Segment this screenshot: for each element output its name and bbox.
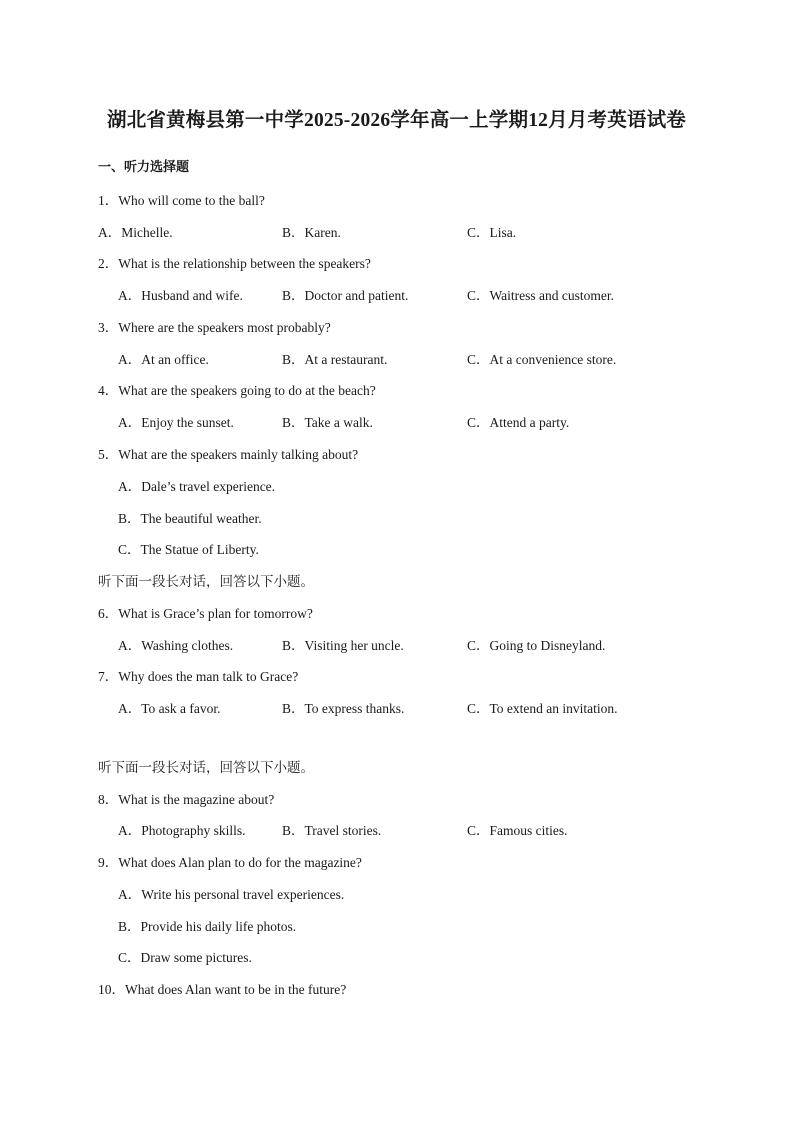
option-2a: A．Husband and wife. [118,288,243,303]
question-number: 6． [98,606,119,621]
option-7a: A．To ask a favor. [118,701,221,716]
option-4b: B．Take a walk. [282,415,373,430]
question-text: Why does the man talk to Grace? [118,669,299,684]
question-8 [98,788,274,808]
question-number: 2． [98,256,119,271]
question-2 [98,252,371,272]
question-text: What are the speakers going to do at the beach? [118,383,376,398]
option-9c: C．Draw some pictures. [118,950,252,965]
question-5 [98,443,358,463]
question-7 [98,665,298,685]
option-8c: C．Famous cities. [467,823,568,838]
exam-title: 湖北省黄梅县第一中学2025-2026学年高一上学期12月月考英语试卷 [107,110,686,131]
option-9a: A．Write his personal travel experiences. [118,887,345,902]
question-number: 1． [98,193,119,208]
question-3 [98,316,331,336]
instruction-note: 听下面一段长对话，回答以下小题。 [98,760,314,775]
question-number: 7． [98,669,119,684]
instruction-note: 听下面一段长对话，回答以下小题。 [98,574,314,589]
question-10 [98,978,346,998]
question-number: 4． [98,383,119,398]
option-6b: B．Visiting her uncle. [282,638,404,653]
question-number: 5． [98,447,119,462]
option-3c: C．At a convenience store. [467,352,617,367]
question-number: 8． [98,792,119,807]
option-3b: B．At a restaurant. [282,352,388,367]
option-5c: C．The Statue of Liberty. [118,542,259,557]
option-7c: C．To extend an invitation. [467,701,618,716]
option-2c: C．Waitress and customer. [467,288,615,303]
question-text: What are the speakers mainly talking about? [118,447,359,462]
option-4c: C．Attend a party. [467,415,570,430]
option-5a: A．Dale’s travel experience. [118,479,276,494]
question-4 [98,379,376,399]
option-9b: B．Provide his daily life photos. [118,919,297,934]
question-9 [98,851,362,871]
question-text: Who will come to the ball? [118,193,265,208]
option-6a: A．Washing clothes. [118,638,234,653]
question-1 [98,189,265,209]
question-number: 9． [98,855,119,870]
option-1c: C．Lisa. [467,225,517,240]
option-7b: B．To express thanks. [282,701,405,716]
question-number: 3． [98,320,119,335]
option-1a: A．Michelle. [98,225,173,240]
question-text: Where are the speakers most probably? [118,320,331,335]
question-text: What does Alan want to be in the future? [125,982,347,997]
option-2b: B．Doctor and patient. [282,288,409,303]
option-1b: B．Karen. [282,225,341,240]
question-text: What is the magazine about? [118,792,275,807]
section-heading: 一、听力选择题 [98,159,190,174]
question-6 [98,602,313,622]
question-text: What does Alan plan to do for the magazine? [118,855,362,870]
option-8b: B．Travel stories. [282,823,382,838]
question-number: 10． [98,982,125,997]
option-6c: C．Going to Disneyland. [467,638,606,653]
question-text: What is Grace’s plan for tomorrow? [118,606,313,621]
option-3a: A．At an office. [118,352,209,367]
option-4a: A．Enjoy the sunset. [118,415,234,430]
option-5b: B．The beautiful weather. [118,511,262,526]
option-8a: A．Photography skills. [118,823,246,838]
question-text: What is the relationship between the speakers? [118,256,371,271]
